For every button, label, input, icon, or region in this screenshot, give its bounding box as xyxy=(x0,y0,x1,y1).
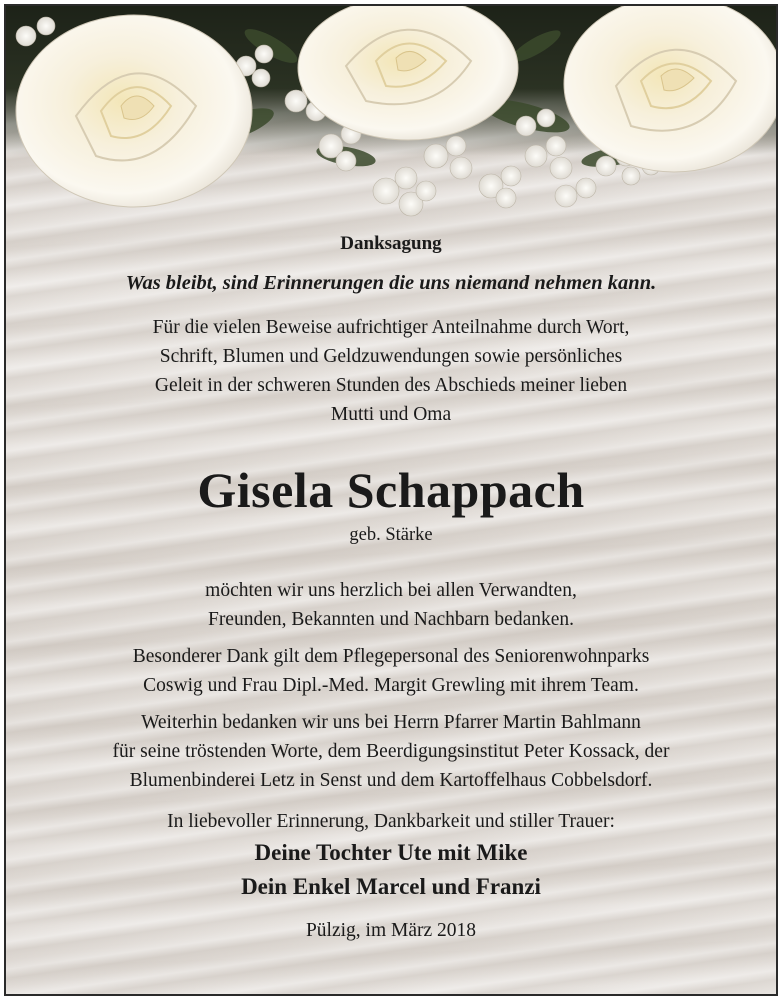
place-date: Pülzig, im März 2018 xyxy=(305,920,477,941)
deceased-name: Gisela Schappach xyxy=(197,462,585,518)
heading: Danksagung xyxy=(340,233,442,254)
further-thanks-line: Weiterhin bedanken wir uns bei Herrn Pfarrer Martin Bahlmann xyxy=(141,712,641,733)
thanks-paragraph xyxy=(6,576,776,634)
special-thanks-paragraph xyxy=(6,642,776,700)
further-thanks-line: Blumenbinderei Letz in Senst und dem Kartoffelhaus Cobbelsdorf. xyxy=(129,770,653,791)
further-thanks-paragraph xyxy=(6,708,776,795)
intro-line: Für die vielen Beweise aufrichtiger Anteilnahme durch Wort, xyxy=(152,317,630,338)
thanks-line: möchten wir uns herzlich bei allen Verwandten, xyxy=(205,580,577,601)
closing-line: In liebevoller Erinnerung, Dankbarkeit und stiller Trauer: xyxy=(167,811,615,832)
rose-right xyxy=(564,6,776,172)
special-thanks-line: Besonderer Dank gilt dem Pflegepersonal des Seniorenwohnparks xyxy=(132,646,650,667)
thanks-line: Freunden, Bekannten und Nachbarn bedanken. xyxy=(207,609,575,630)
intro-line: Geleit in der schweren Stunden des Abschieds meiner lieben xyxy=(154,375,628,396)
obituary-card xyxy=(4,4,778,996)
signer: Deine Tochter Ute mit Mike xyxy=(254,840,528,865)
intro-line: Schrift, Blumen und Geldzuwendungen sowie persönliches xyxy=(159,346,623,367)
motto: Was bleibt, sind Erinnerungen die uns niemand nehmen kann. xyxy=(125,272,657,294)
special-thanks-line: Coswig und Frau Dipl.-Med. Margit Grewling mit ihrem Team. xyxy=(143,675,639,696)
further-thanks-line: für seine tröstenden Worte, dem Beerdigungsinstitut Peter Kossack, der xyxy=(112,741,670,762)
white-roses-image xyxy=(6,6,776,236)
obituary-text xyxy=(6,230,776,945)
rose-left xyxy=(16,15,252,207)
maiden-name: geb. Stärke xyxy=(349,525,433,545)
rose-middle xyxy=(298,6,518,140)
intro-paragraph xyxy=(6,313,776,429)
signer: Dein Enkel Marcel und Franzi xyxy=(241,874,541,899)
intro-line: Mutti und Oma xyxy=(330,404,452,425)
